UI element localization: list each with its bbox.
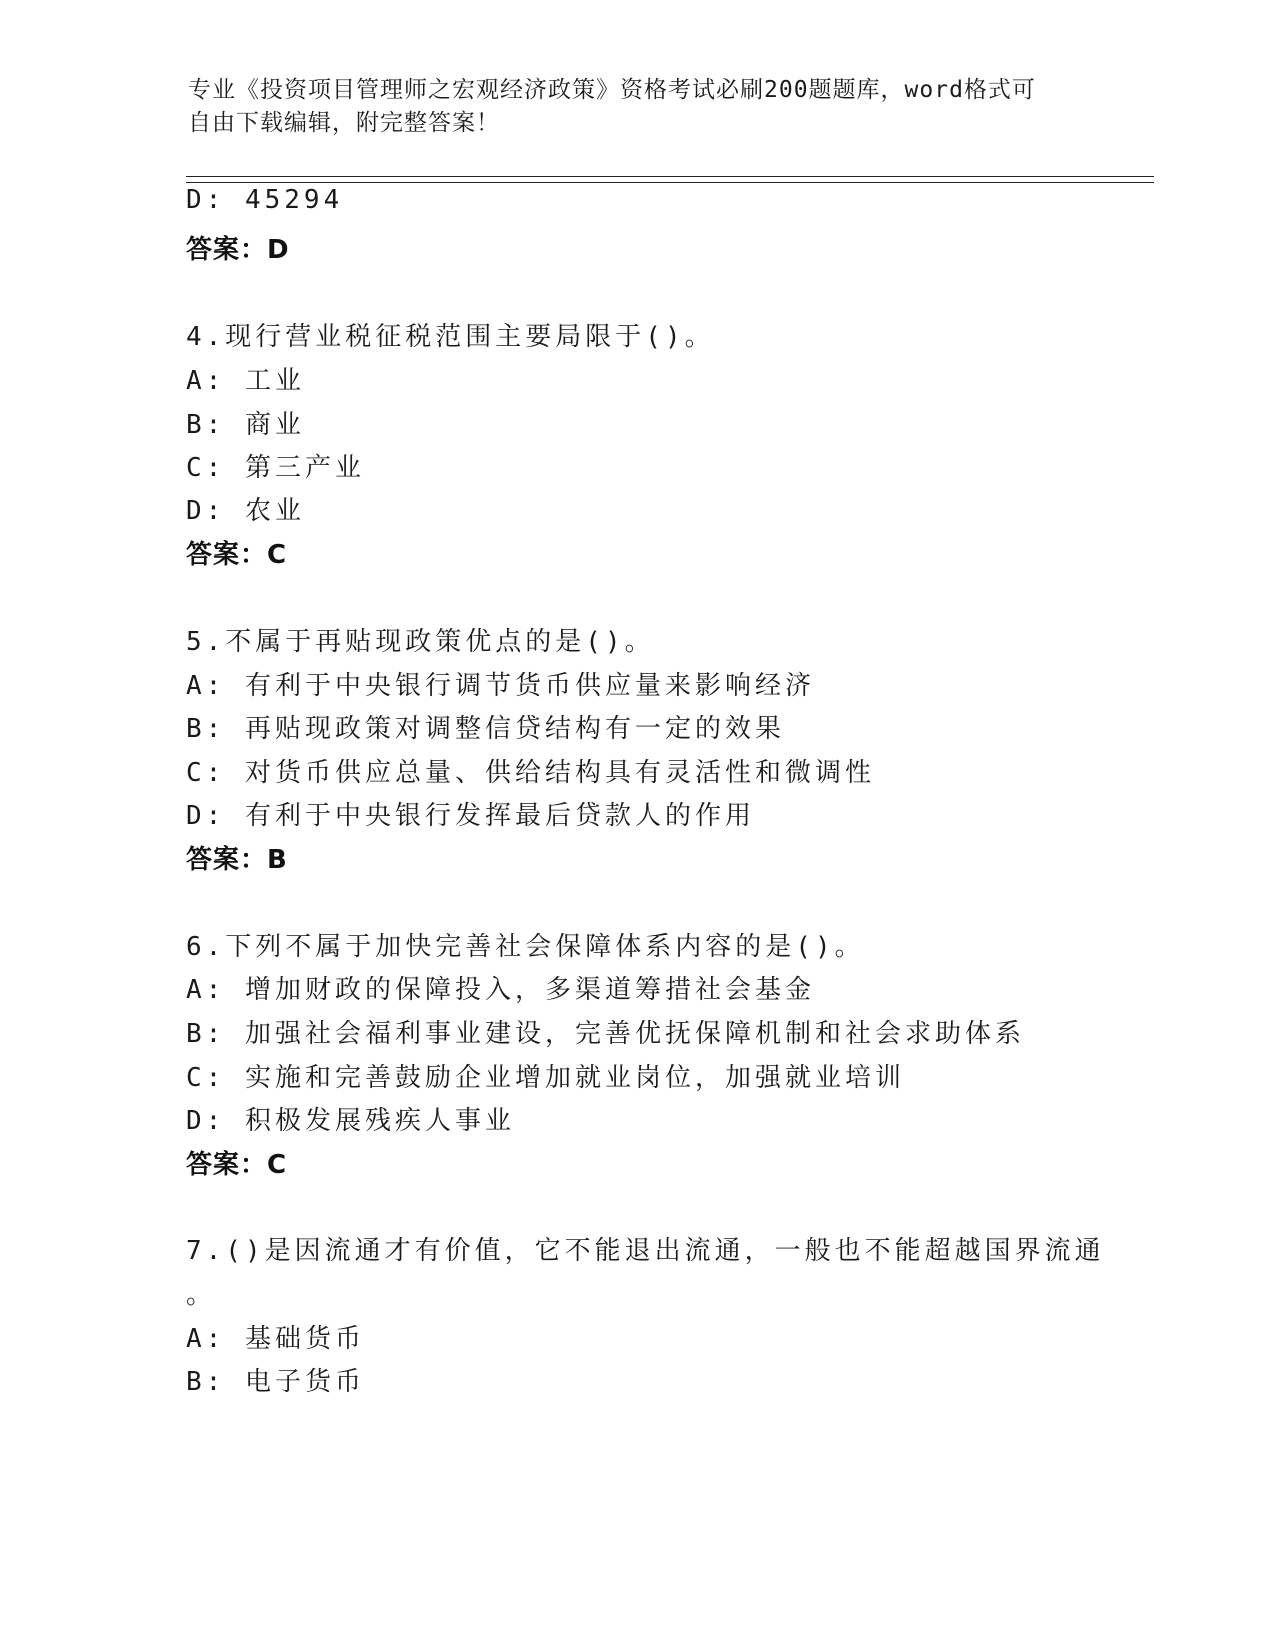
q5-option-b: B: 再贴现政策对调整信贷结构有一定的效果 xyxy=(186,714,785,744)
prev-answer: 答案：D xyxy=(186,235,290,265)
q6-option-d: D: 积极发展残疾人事业 xyxy=(186,1106,515,1136)
q4-option-c: C: 第三产业 xyxy=(186,453,365,483)
q4-option-a: A: 工业 xyxy=(186,366,305,396)
q5-option-d: D: 有利于中央银行发挥最后贷款人的作用 xyxy=(186,801,755,831)
q5-option-c: C: 对货币供应总量、供给结构具有灵活性和微调性 xyxy=(186,758,875,788)
q7-stem-line-2: 。 xyxy=(186,1280,217,1310)
q6-answer: 答案：C xyxy=(186,1150,288,1180)
q6-option-a: A: 增加财政的保障投入，多渠道筹措社会基金 xyxy=(186,975,815,1005)
header-divider-bottom xyxy=(186,182,1154,183)
prev-option-d: D: 45294 xyxy=(186,185,344,215)
q7-stem-line-1: 7.()是因流通才有价值，它不能退出流通，一般也不能超越国界流通 xyxy=(186,1236,1105,1266)
header-title-line-2: 自由下载编辑，附完整答案！ xyxy=(188,110,500,136)
header-divider-top xyxy=(186,176,1154,177)
document-header xyxy=(188,74,1088,140)
q4-stem: 4.现行营业税征税范围主要局限于()。 xyxy=(186,322,715,352)
q5-stem: 5.不属于再贴现政策优点的是()。 xyxy=(186,627,655,657)
q7-option-a: A: 基础货币 xyxy=(186,1324,365,1354)
q4-option-b: B: 商业 xyxy=(186,410,305,440)
q4-answer: 答案：C xyxy=(186,540,288,570)
q5-option-a: A: 有利于中央银行调节货币供应量来影响经济 xyxy=(186,671,815,701)
q6-option-c: C: 实施和完善鼓励企业增加就业岗位，加强就业培训 xyxy=(186,1063,905,1093)
q4-option-d: D: 农业 xyxy=(186,496,305,526)
header-title-line-1: 专业《投资项目管理师之宏观经济政策》资格考试必刷200题题库，word格式可 xyxy=(188,77,1036,103)
q6-option-b: B: 加强社会福利事业建设，完善优抚保障机制和社会求助体系 xyxy=(186,1019,1025,1049)
q7-option-b: B: 电子货币 xyxy=(186,1367,365,1397)
q6-stem: 6.下列不属于加快完善社会保障体系内容的是()。 xyxy=(186,932,865,962)
q5-answer: 答案：B xyxy=(186,845,288,875)
